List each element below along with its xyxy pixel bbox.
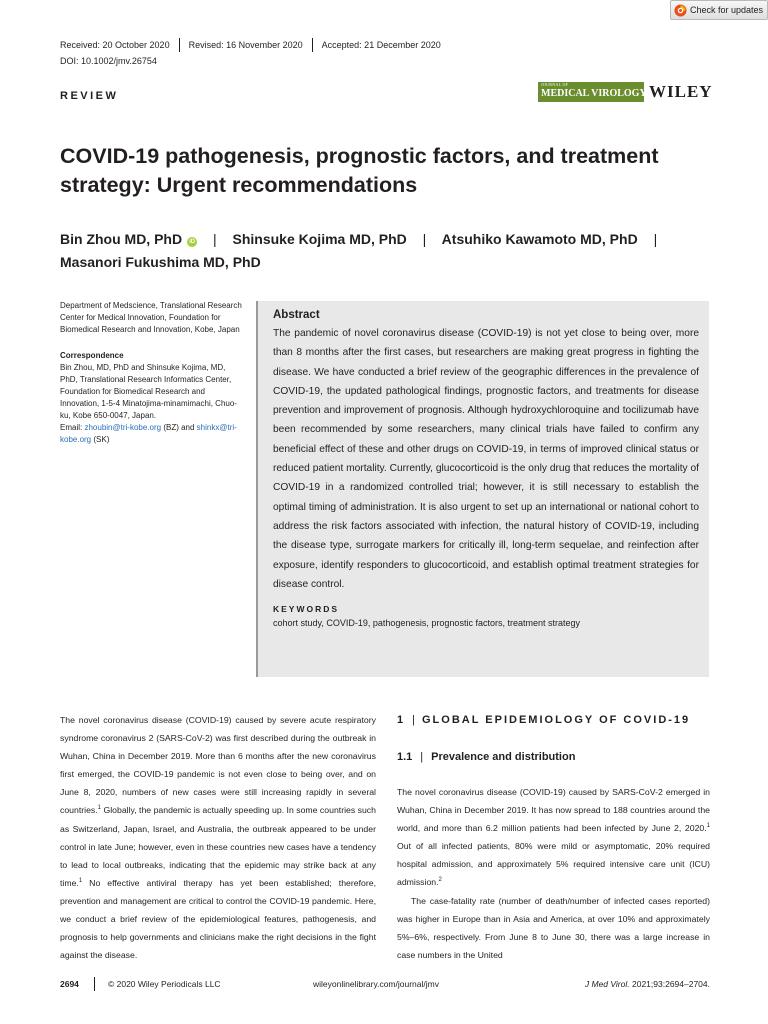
article-type: REVIEW — [60, 90, 119, 102]
check-updates-icon — [674, 4, 687, 17]
email-link-zhou[interactable]: zhoubin@tri-kobe.org — [84, 423, 162, 432]
author-separator: | — [212, 231, 217, 247]
copyright: © 2020 Wiley Periodicals LLC — [108, 979, 221, 989]
accepted-date: Accepted: 21 December 2020 — [321, 40, 441, 50]
date-divider — [312, 38, 313, 52]
author-name[interactable]: Atsuhiko Kawamoto MD, PhD — [441, 231, 638, 247]
citation-line — [585, 979, 710, 989]
affiliation-department: Department of Medscience, Translational Research Center for Medical Innovation, Foundation for Biomedical Research and Innovation, Kobe, Japan — [60, 301, 242, 334]
affiliation-block — [60, 300, 245, 446]
body-paragraph — [397, 783, 710, 892]
abstract-text: The pandemic of novel coronavirus disease (COVID-19) is not yet close to being over, more than 8 months after the first cases, but researchers are making great progress in fighting the disease. We have conducted a brief review of the geographic differences in the prevalence of COVID-19, the updated pathological findings, prognostic factors, and treatments for disease prevention and improvement of prognosis. Although hydroxychloroquine and tocilizumab have been recommended by some researchers, many clinical trials have failed to confirm any beneficial effect of these and other drugs on COVID-19, in terms of improved clinical status or reduced patient mortality. Currently, glucocorticoid is the only drug that reduces the mortality of COVID-19 in a randomized controlled trial; however, it is still necessary to establish the optimal timing of administration. It is also urgent to set up an international or national cohort to address the risk factors associated with infection, the natural history of COVID-19, including the disease type, surrogate markers for critically ill, long-term sequelae, and reinfection after exposure, identify responders to glucocorticoid, and establish optimal treatment strategies for disease control. — [273, 328, 699, 590]
intro-text: The novel coronavirus disease (COVID-19) caused by severe acute respiratory syndrome coronavirus 2 (SARS-CoV-2) was first described during the outbreak in Wuhan, China in December 2019. More than 6 months after the new coronavirus first emerged, the COVID-19 pandemic is not even close to being over, and on June 8, 2020, numbers of new cases were still increasing rapidly in several countries. — [60, 715, 376, 816]
email-suffix: (BZ) and — [163, 423, 195, 432]
keywords-heading: KEYWORDS — [273, 604, 340, 615]
subsection-title: Prevalence and distribution — [431, 751, 576, 763]
paragraph-text: Out of all infected patients, 80% were mild or asymptomatic, 20% required hospital admission, and approximately 5% required intensive care unit (ICU) admission. — [397, 841, 710, 888]
paragraph-text: The novel coronavirus disease (COVID-19) caused by SARS-CoV-2 emerged in Wuhan, China in December 2019. It has now spread to 188 countries around the world, and more than 6.2 million patients had been infected by June 2, 2020. — [397, 787, 710, 834]
intro-paragraph — [60, 711, 376, 964]
revised-date: Revised: 16 November 2020 — [188, 40, 303, 50]
article-title: COVID-19 pathogenesis, prognostic factors, and treatment strategy: Urgent recommendations — [60, 144, 659, 197]
author-name[interactable]: Bin Zhou MD, PhD — [60, 231, 183, 247]
heading-separator: | — [412, 714, 415, 726]
subsection-number: 1.1 — [397, 751, 413, 763]
check-updates-label: Check for updates — [690, 5, 764, 15]
received-date: Received: 20 October 2020 — [60, 40, 170, 50]
section-title: GLOBAL EPIDEMIOLOGY OF COVID-19 — [421, 714, 691, 726]
author-separator: | — [422, 231, 427, 247]
body-paragraph: The case-fatality rate (number of death/number of infected cases reported) was higher in Europe than in Asia and America, at over 10% and approximately 5%–6%, respectively. From June 8 to June 30, there was a large increase in case numbers in the United — [397, 895, 710, 960]
author-separator: | — [653, 231, 658, 247]
check-for-updates-button[interactable] — [670, 0, 768, 20]
footer-divider — [94, 977, 95, 991]
email-link-kojima[interactable]: shinkx@tri-kobe.org — [60, 423, 237, 444]
keywords-list: cohort study, COVID-19, pathogenesis, prognostic factors, treatment strategy — [273, 618, 580, 629]
correspondence-address: Bin Zhou, MD, PhD and Shinsuke Kojima, MD, PhD, Translational Research Informatics Center, Foundation for Biomedical Research and Innovation, 1-5-4 Minatojima-minamimachi, Chuo-ku, Kobe 650-0047, Japan. — [60, 363, 237, 420]
intro-text: Globally, the pandemic is actually speeding up. In some countries such as Switzerland, Japan, Israel, and Australia, the outbreak appeared to be under control in late June; however, even in these countries new cases have a tendency to lead to local outbreaks, indicating that the epidemic may strike back at any time. — [60, 805, 376, 888]
page-footer — [60, 979, 710, 993]
abstract-heading: Abstract — [273, 309, 320, 321]
citation-ref[interactable]: 1 — [97, 805, 102, 812]
heading-separator: | — [420, 751, 424, 763]
citation-ref[interactable]: 1 — [706, 823, 710, 830]
citation-ref[interactable]: 1 — [78, 877, 83, 884]
author-list — [60, 228, 720, 274]
right-column — [397, 711, 710, 964]
subsection-heading — [397, 751, 710, 763]
journal-url[interactable]: wileyonlinelibrary.com/journal/jmv — [313, 979, 439, 989]
journal-logo-small-text: JOURNAL OF — [541, 82, 569, 87]
author-name[interactable]: Shinsuke Kojima MD, PhD — [232, 231, 407, 247]
email-suffix: (SK) — [93, 435, 110, 444]
section-number: 1 — [397, 714, 406, 726]
journal-abbrev: J Med Virol. — [584, 979, 630, 989]
article-dates — [60, 38, 441, 52]
section-heading — [397, 711, 710, 729]
author-name[interactable]: Masanori Fukushima MD, PhD — [60, 254, 261, 270]
citation-ref[interactable]: 2 — [438, 877, 442, 884]
citation-volume: 2021;93:2694–2704. — [632, 979, 710, 989]
journal-logo — [538, 82, 647, 102]
email-label: Email: — [60, 423, 83, 432]
correspondence-heading: Correspondence — [60, 351, 124, 360]
journal-logo-name: MEDICAL VIROLOGY — [541, 88, 647, 99]
page-number: 2694 — [60, 979, 79, 989]
abstract-box — [256, 301, 709, 677]
doi: DOI: 10.1002/jmv.26754 — [60, 56, 157, 66]
orcid-icon[interactable]: iD — [189, 239, 196, 245]
correspondence-email — [60, 422, 245, 446]
date-divider — [179, 38, 180, 52]
publisher-logo: WILEY — [649, 82, 713, 101]
intro-text: No effective antiviral therapy has yet been established; therefore, prevention and management are critical to control the COVID-19 pandemic. Here, we conduct a brief review of the epidemiological features, pathogenesis, and prognosis to help governments and clinicians make the right decisions in the fight against the disease. — [60, 877, 376, 961]
